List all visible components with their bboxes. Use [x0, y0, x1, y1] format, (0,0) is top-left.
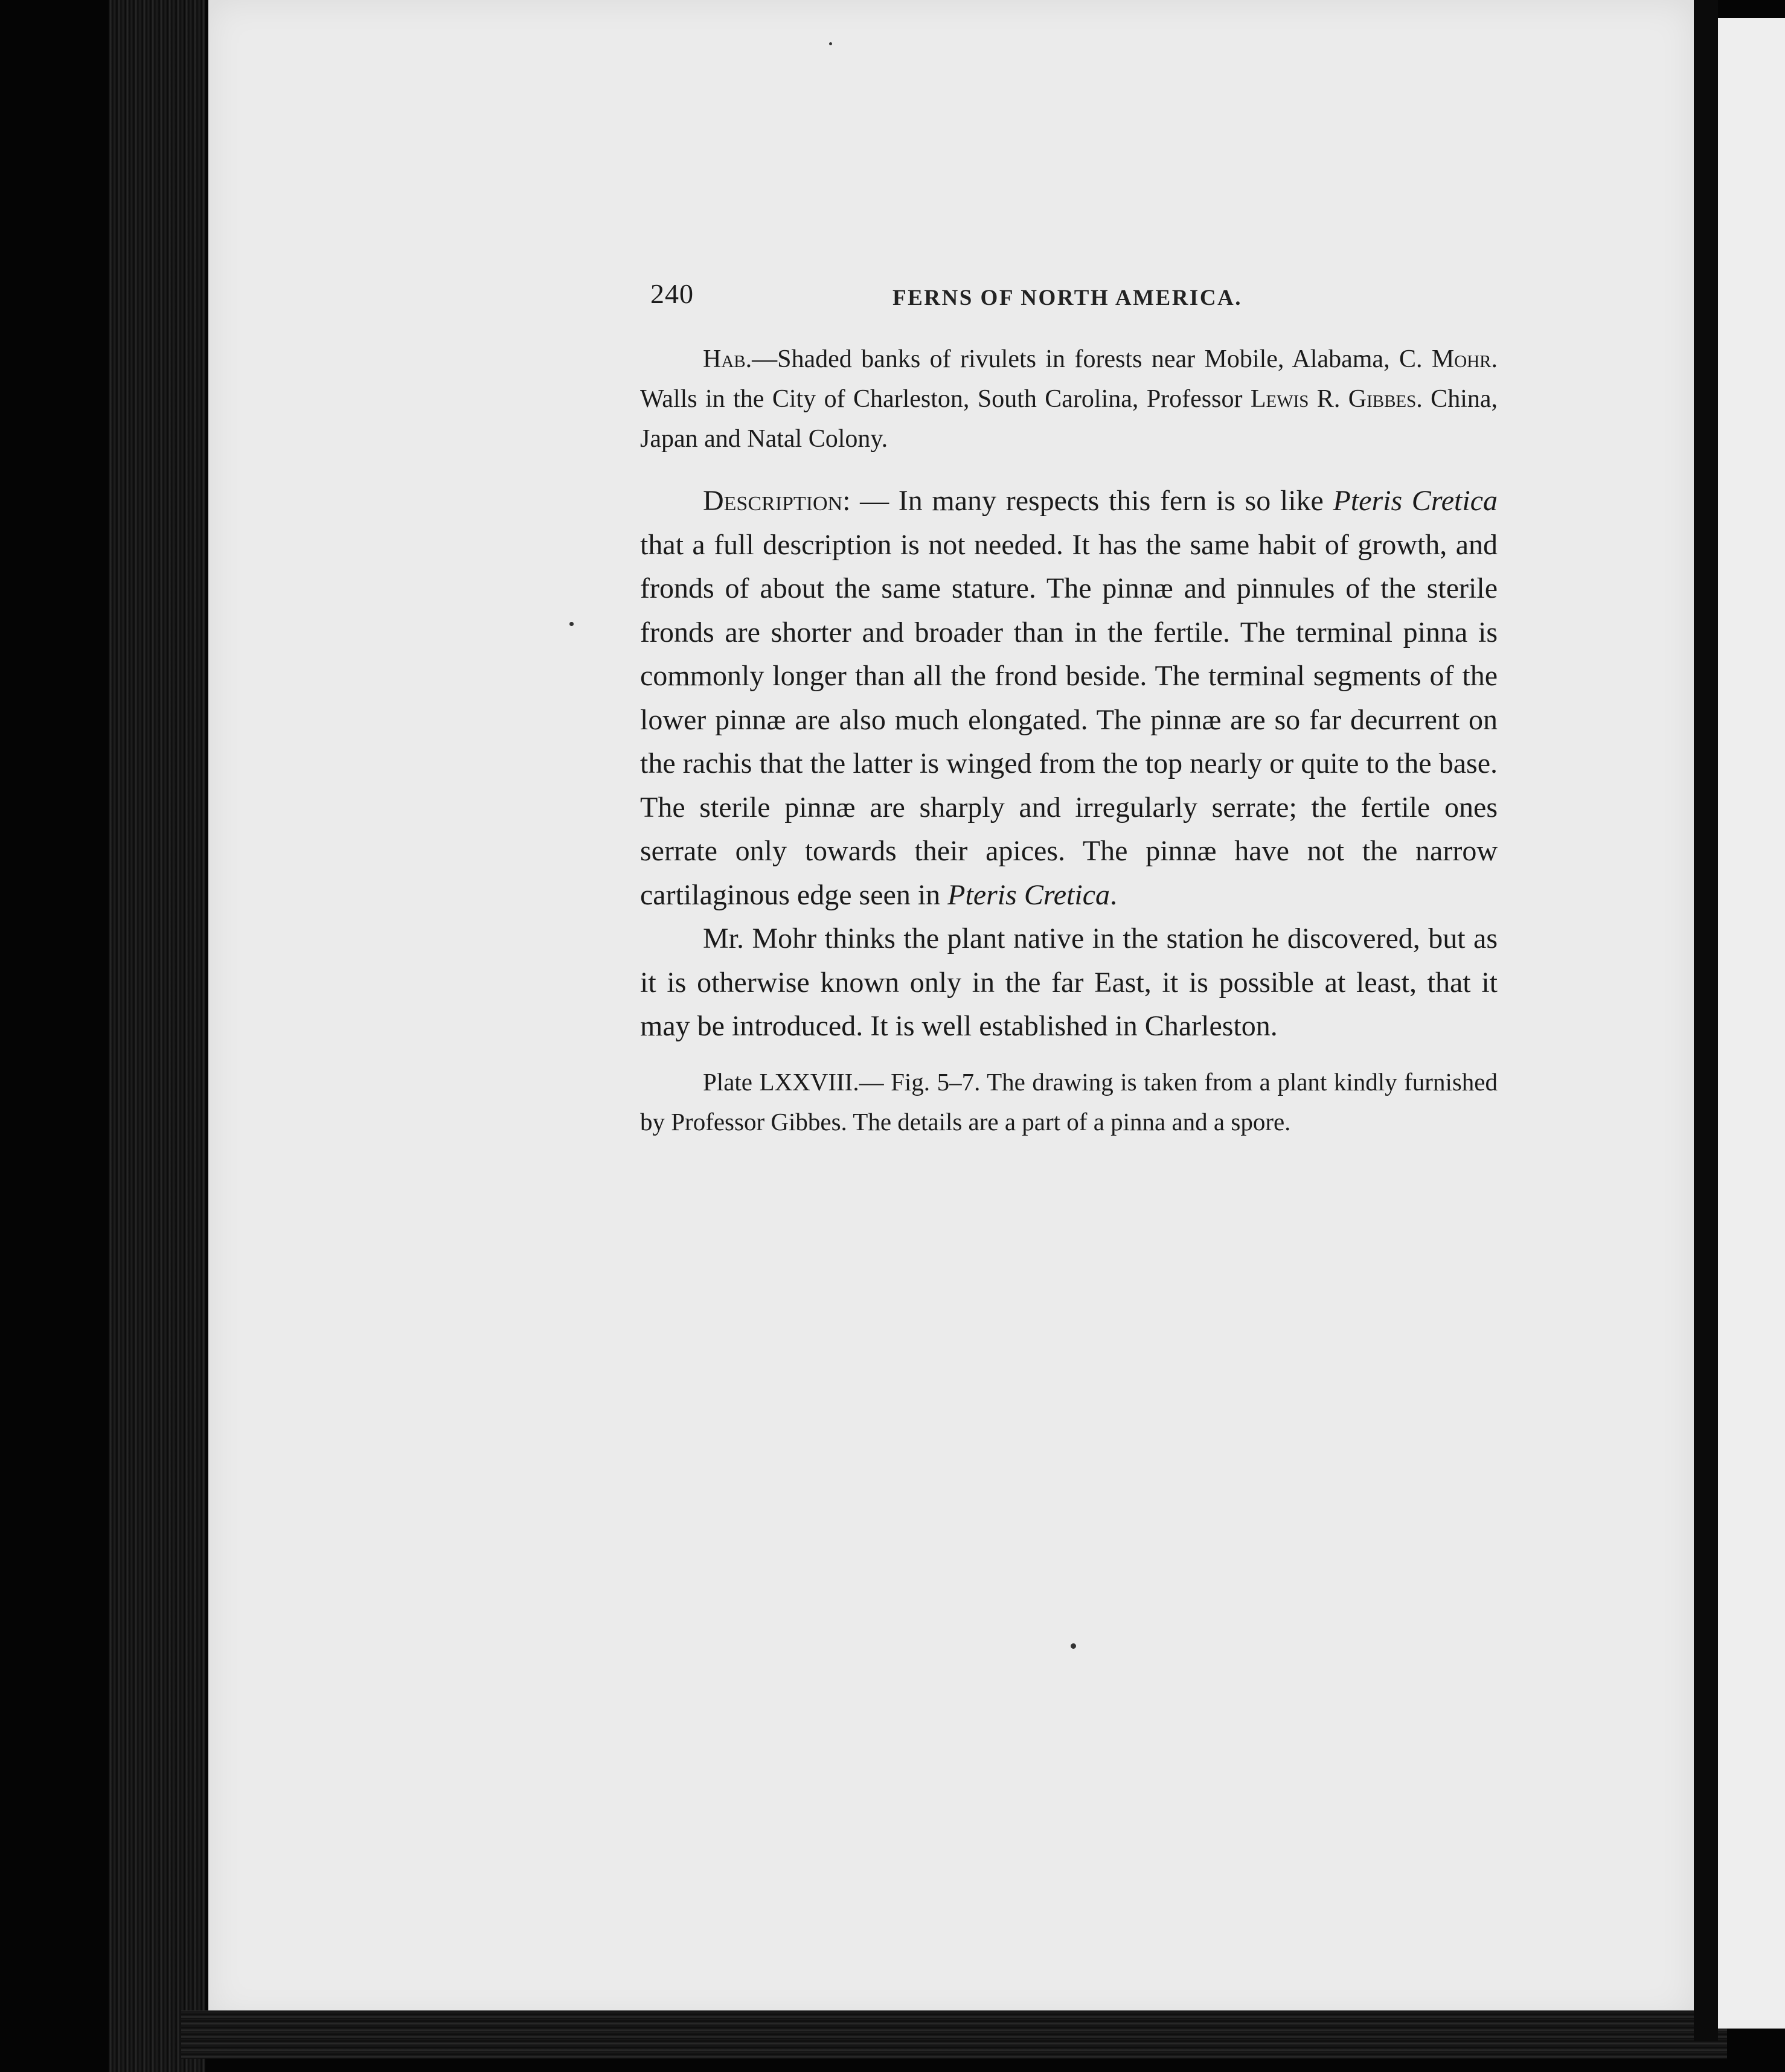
remarks-paragraph: Mr. Mohr thinks the plant native in the station he discovered, but as it is otherwise known only in the far East, it is possible at least, that it may be introduced. It is well established in Charleston.: [640, 922, 1498, 1042]
habitat-collector-1: C. Mohr.: [1399, 345, 1498, 373]
gutter-shadow: [1694, 0, 1718, 2041]
description-text-2: that a full description is not needed. It has the same habit of growth, and fronds of about the same stature. The pinnæ and pinnules of the sterile fronds are shorter and broader than in the fertile. The terminal pinna is commonly longer than all the frond beside. The terminal segments of the lower pinnæ are also much elongated. The pinnæ are so far decurrent on the rachis that the latter is winged from the top nearly or quite to the base. The sterile pinnæ are sharply and irregularly serrate; the fertile ones serrate only towards their apices. The pinnæ have not the narrow cartilaginous edge seen in: [640, 528, 1498, 911]
running-title: FERNS OF NORTH AMERICA.: [892, 286, 1243, 310]
scan-speck: [1071, 1643, 1076, 1649]
description-label-separator: : —: [842, 485, 899, 517]
species-name: Pteris Cretica: [1333, 485, 1498, 517]
description-text-3: .: [1110, 878, 1118, 911]
habitat-label: Hab.—: [703, 345, 778, 373]
page-content: [640, 266, 1498, 1166]
description-label: Description: [703, 485, 843, 517]
habitat-text-2: Walls in the City of Charleston, South Carolina, Professor: [640, 385, 1251, 413]
scan-speck: [829, 42, 832, 45]
running-head: [640, 266, 1498, 308]
habitat-paragraph: [640, 339, 1498, 459]
description-paragraph: [640, 479, 1498, 917]
scan-speck: [569, 622, 574, 626]
habitat-text-3: China, Japan and Natal Colony.: [640, 385, 1498, 453]
habitat-text-1: Shaded banks of rivulets in forests near Mobile, Alabama,: [777, 345, 1399, 373]
habitat-collector-2: Lewis R. Gibbes.: [1250, 385, 1423, 413]
book-page-edges: [109, 0, 205, 2072]
description-text-1: In many respects this fern is so like: [898, 485, 1333, 517]
page-number: 240: [650, 278, 694, 309]
facing-page-strip: [1718, 18, 1785, 2029]
plate-caption: Plate LXXVIII.— Fig. 5–7. The drawing is taken from a plant kindly furnished by Professor Gibbes. The details are a part of a pinna and a spore.: [640, 1067, 1498, 1136]
species-name: Pteris Cretica: [947, 878, 1110, 911]
book-bottom-edge: [181, 2010, 1727, 2059]
